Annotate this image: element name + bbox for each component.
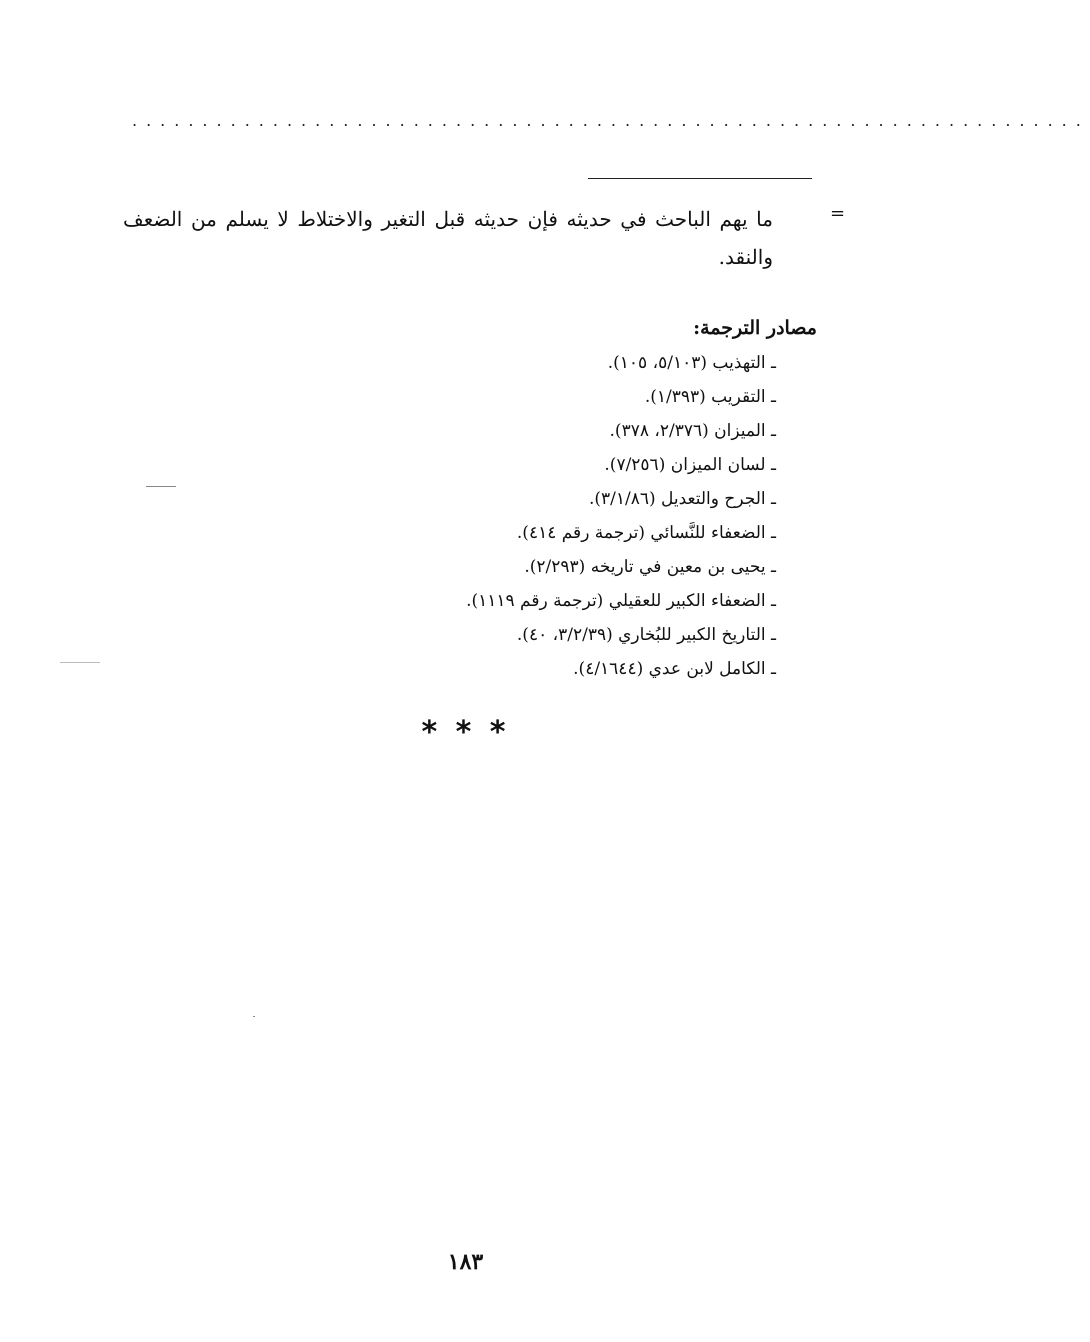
source-item: ـ لسان الميزان (٧/٢٥٦). — [604, 455, 776, 475]
source-item: ـ الجرح والتعديل (٣/١/٨٦). — [588, 489, 776, 509]
source-item: ـ الكامل لابن عدي (٤/١٦٤٤). — [573, 659, 776, 679]
source-item: ـ الضعفاء للنَّسائي (ترجمة رقم ٤١٤). — [516, 523, 776, 543]
source-item: ـ الميزان (٢/٣٧٦، ٣٧٨). — [609, 421, 776, 441]
scan-speck — [146, 486, 176, 487]
dotted-header-line: .................................................................... — [132, 111, 1090, 130]
source-item: ـ يحيى بن معين في تاريخه (٢/٢٩٣). — [524, 557, 776, 577]
source-item: ـ التقريب (١/٣٩٣). — [644, 387, 776, 407]
source-item: ـ التاريخ الكبير للبُخاري (٣/٢/٣٩، ٤٠). — [516, 625, 776, 645]
footnote-separator-rule — [588, 178, 812, 179]
page-number: ١٨٣ — [447, 1249, 484, 1275]
sources-heading: مصادر الترجمة: — [693, 317, 817, 339]
scan-speck — [253, 1016, 255, 1017]
source-item: ـ التهذيب (٥/١٠٣، ١٠٥). — [607, 353, 776, 373]
scan-speck — [60, 662, 100, 663]
continued-footnote-text: ما يهم الباحث في حديثه فإن حديثه قبل التغير والاختلاط لا يسلم من الضعف والنقد. — [123, 207, 773, 269]
section-separator-stars: * * * — [421, 715, 510, 750]
continuation-marker: = — [830, 203, 846, 224]
source-item: ـ الضعفاء الكبير للعقيلي (ترجمة رقم ١١١٩). — [466, 591, 776, 611]
sources-list — [466, 346, 776, 686]
